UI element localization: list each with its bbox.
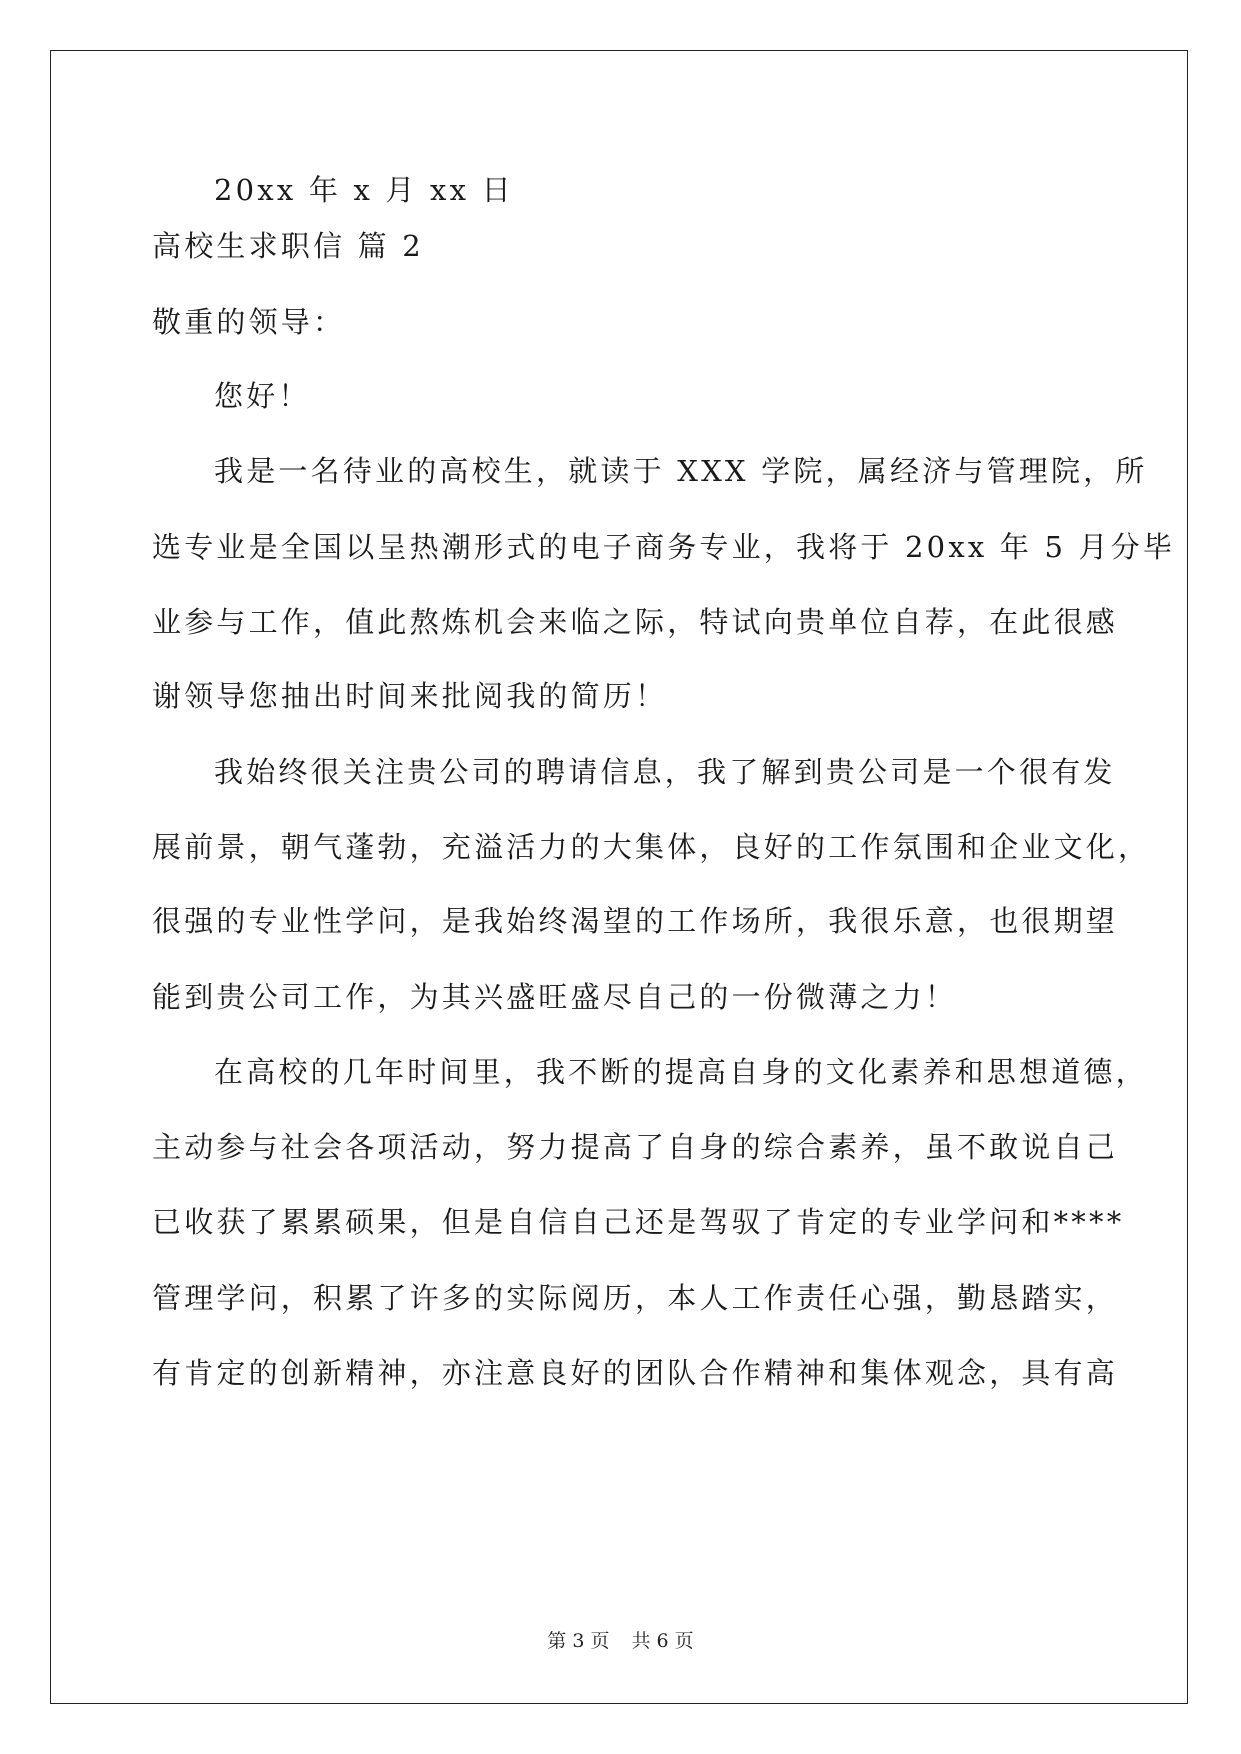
- paragraph-line: 很强的专业性学问，是我始终渴望的工作场所，我很乐意，也很期望: [152, 904, 1119, 938]
- paragraph-line: 业参与工作，值此熬炼机会来临之际，特试向贵单位自荐，在此很感: [152, 605, 1119, 639]
- paragraph-line: 谢领导您抽出时间来批阅我的简历！: [152, 679, 668, 713]
- paragraph-line: 管理学问，积累了许多的实际阅历，本人工作责任心强，勤恳踏实，: [152, 1281, 1119, 1315]
- page-total: 共 6 页: [631, 1630, 694, 1652]
- page-number: 第 3 页: [547, 1630, 610, 1652]
- page-border: [50, 50, 1188, 1704]
- paragraph-line: 有肯定的创新精神，亦注意良好的团队合作精神和集体观念，具有高: [152, 1356, 1119, 1390]
- paragraph-line: 展前景，朝气蓬勃，充溢活力的大集体，良好的工作氛围和企业文化，: [152, 830, 1151, 864]
- paragraph-line: 在高校的几年时间里，我不断的提高自身的文化素养和思想道德，: [214, 1055, 1148, 1089]
- paragraph-line: 我是一名待业的高校生，就读于 XXX 学院，属经济与管理院，所: [214, 454, 1148, 488]
- paragraph-line: 能到贵公司工作，为其兴盛旺盛尽自己的一份微薄之力！: [152, 980, 958, 1014]
- paragraph-line: 已收获了累累硕果，但是自信自己还是驾驭了肯定的专业学问和****: [152, 1205, 1125, 1239]
- paragraph-line: 主动参与社会各项活动，努力提高了自身的综合素养，虽不敢说自己: [152, 1130, 1119, 1164]
- section-title: 高校生求职信 篇 2: [152, 229, 424, 263]
- page-footer: [0, 1626, 1241, 1653]
- greeting: 您好！: [214, 379, 311, 413]
- date-line: 20xx 年 x 月 xx 日: [214, 173, 514, 207]
- salutation: 敬重的领导：: [152, 305, 346, 339]
- paragraph-line: 选专业是全国以呈热潮形式的电子商务专业，我将于 20xx 年 5 月分毕: [152, 530, 1176, 564]
- paragraph-line: 我始终很关注贵公司的聘请信息，我了解到贵公司是一个很有发: [214, 755, 1116, 789]
